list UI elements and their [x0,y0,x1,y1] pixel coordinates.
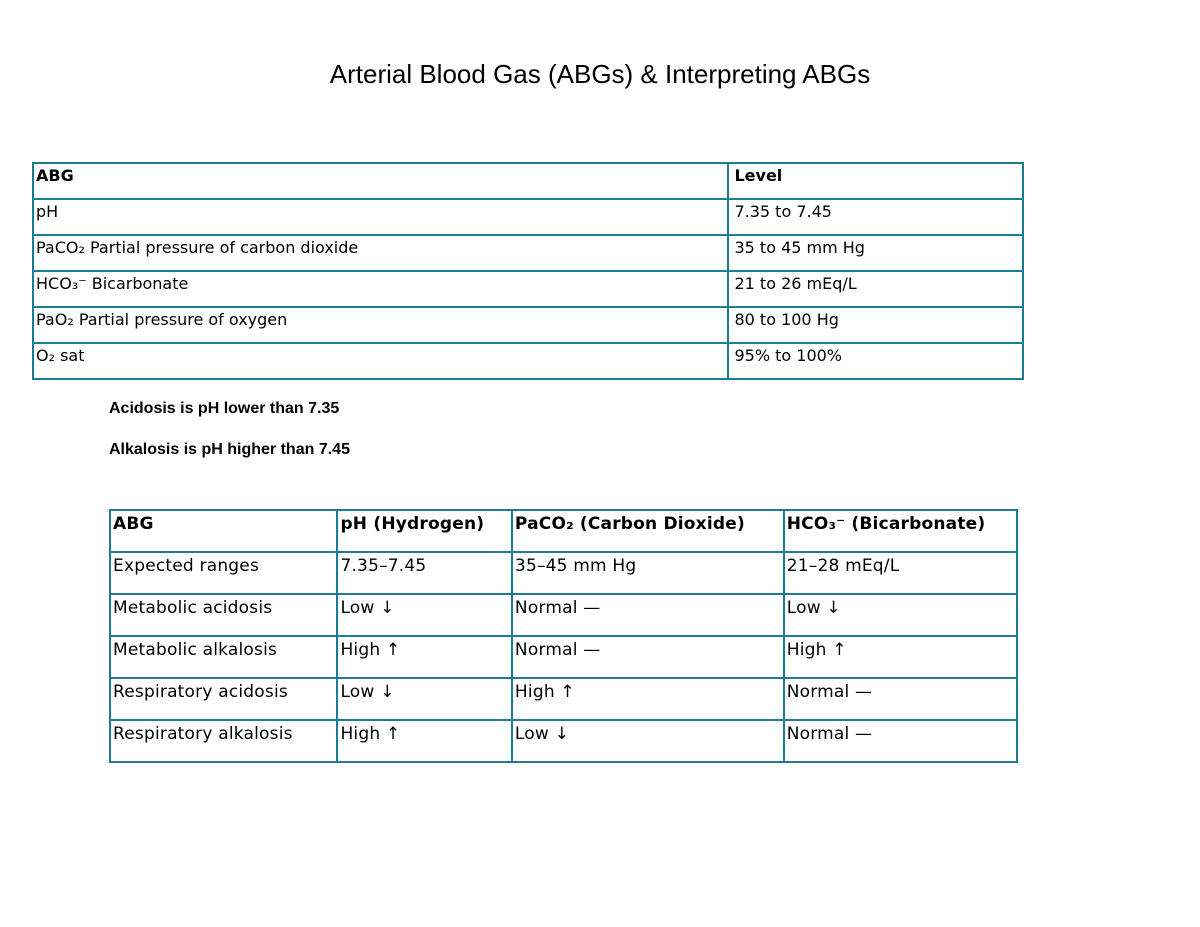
abg-cell: O₂ sat [33,343,728,379]
level-cell: 21 to 26 mEq/L [728,271,1023,307]
header-cell-abg: ABG [110,510,337,552]
table-row [110,552,1017,594]
header-cell-paco2: PaCO₂ (Carbon Dioxide) [512,510,784,552]
header-cell-level: Level [728,163,1023,199]
table-row [110,720,1017,762]
header-cell-abg: ABG [33,163,728,199]
abg-cell: Respiratory acidosis [110,678,337,720]
alkalosis-note: Alkalosis is pH higher than 7.45 [109,441,350,458]
paco2-cell: Normal — [512,594,784,636]
ph-cell: 7.35–7.45 [337,552,511,594]
paco2-cell: High ↑ [512,678,784,720]
paco2-cell: Normal — [512,636,784,678]
level-cell: 35 to 45 mm Hg [728,235,1023,271]
hco3-cell: Low ↓ [784,594,1017,636]
paco2-cell: Low ↓ [512,720,784,762]
abg-cell: Expected ranges [110,552,337,594]
abg-cell: pH [33,199,728,235]
abg-cell: PaCO₂ Partial pressure of carbon dioxide [33,235,728,271]
table-row [33,343,1023,379]
abg-cell: PaO₂ Partial pressure of oxygen [33,307,728,343]
header-cell-hco3: HCO₃⁻ (Bicarbonate) [784,510,1017,552]
table-row [110,636,1017,678]
hco3-cell: 21–28 mEq/L [784,552,1017,594]
acidosis-note: Acidosis is pH lower than 7.35 [109,400,340,417]
hco3-cell: Normal — [784,720,1017,762]
abg-cell: HCO₃⁻ Bicarbonate [33,271,728,307]
ph-cell: High ↑ [337,636,511,678]
table-row [33,235,1023,271]
table-row [33,271,1023,307]
ph-cell: Low ↓ [337,678,511,720]
ph-cell: High ↑ [337,720,511,762]
table-row [110,594,1017,636]
abg-cell: Respiratory alkalosis [110,720,337,762]
level-cell: 80 to 100 Hg [728,307,1023,343]
hco3-cell: High ↑ [784,636,1017,678]
table-row [33,307,1023,343]
paco2-cell: 35–45 mm Hg [512,552,784,594]
abg-cell: Metabolic acidosis [110,594,337,636]
level-cell: 95% to 100% [728,343,1023,379]
table-row [110,678,1017,720]
hco3-cell: Normal — [784,678,1017,720]
header-cell-ph: pH (Hydrogen) [337,510,511,552]
table-header-row [110,510,1017,552]
level-cell: 7.35 to 7.45 [728,199,1023,235]
document-title: Arterial Blood Gas (ABGs) & Interpreting ABGs [329,59,871,89]
abg-cell: Metabolic alkalosis [110,636,337,678]
abg-levels-table [32,162,1024,380]
table-header-row [33,163,1023,199]
table-row [33,199,1023,235]
ph-cell: Low ↓ [337,594,511,636]
abg-interpretation-table [109,509,1018,763]
